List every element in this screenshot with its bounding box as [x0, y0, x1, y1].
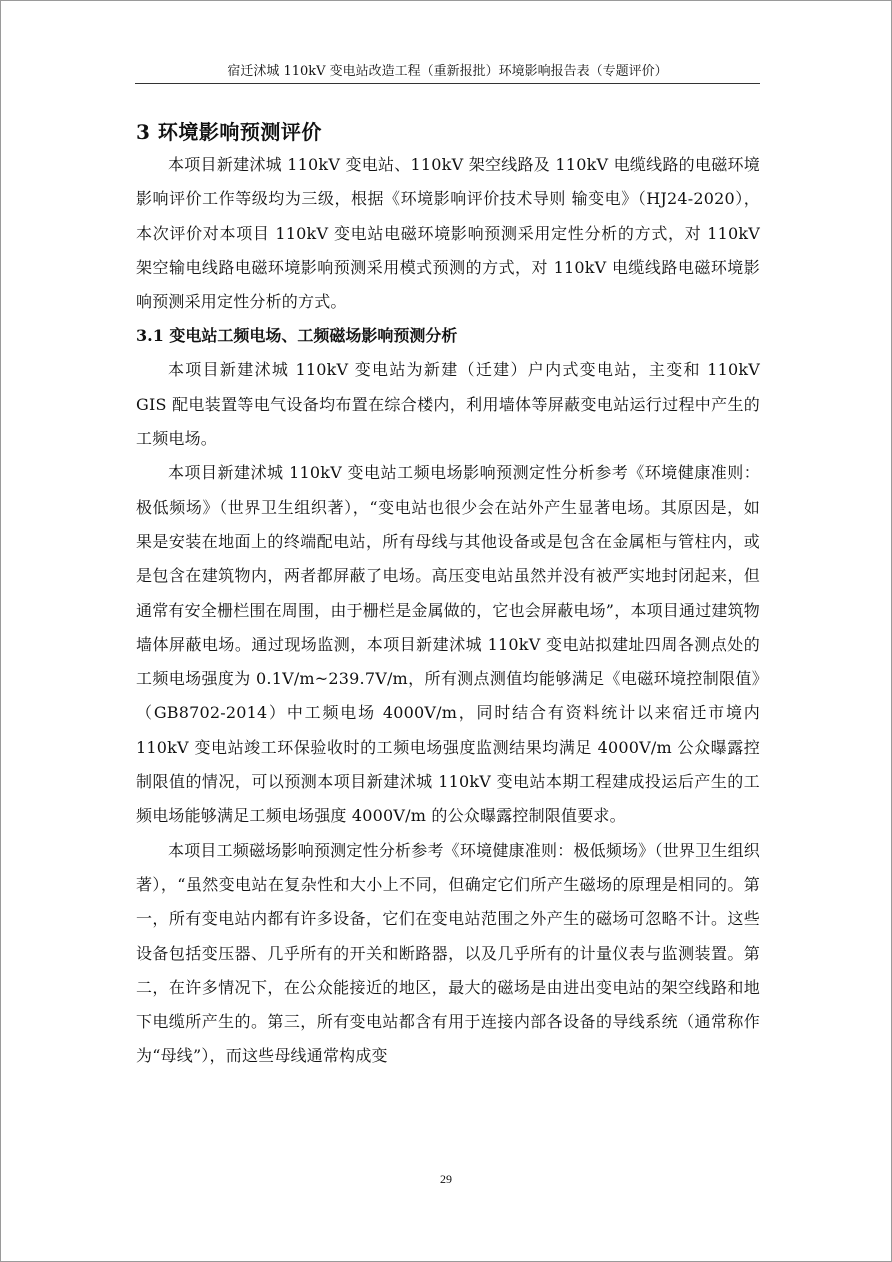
body-paragraph: 本项目新建沭城 110kV 变电站为新建（迁建）户内式变电站，主变和 110kV GIS 配电装置等电气设备均布置在综合楼内，利用墙体等屏蔽变电站运行过程中产生的工频电场。: [136, 360, 760, 449]
section-heading: 3 环境影响预测评价: [136, 120, 322, 144]
body-paragraph: 本项目新建沭城 110kV 变电站工频电场影响预测定性分析参考《环境健康准则：极低频场》（世界卫生组织著），“变电站也很少会在站外产生显著电场。其原因是，如果是安装在地面上的终端配电站，所有母线与其他设备或是包含在金属柜与管柱内，或是包含在建筑物内，两者都屏蔽了电场。高压变电站虽然并没有被严实地封闭起来，但通常有安全栅栏围在周围，由于栅栏是金属做的，它也会屏蔽电场”，本项目通过建筑物墙体屏蔽电场。通过现场监测，本项目新建沭城 110kV 变电站拟建址四周各测点处的工频电场强度为 0.1V/m~239.7V/m，所有测点测值均能够满足《电磁环境控制限值》（GB8702-2014）中工频电场 4000V/m，同时结合有资料统计以来宿迁市境内 110kV 变电站竣工环保验收时的工频电场强度监测结果均满足 4000V/m 公众曝露控制限值的情况，可以预测本项目新建沭城 110kV 变电站本期工程建成投运后产生的工频电场能够满足工频电场强度 4000V/m 的公众曝露控制限值要求。: [136, 463, 760, 826]
running-header: 宿迁沭城 110kV 变电站改造工程（重新报批）环境影响报告表（专题评价）: [135, 62, 760, 84]
page-number: 29: [440, 1172, 452, 1186]
page-body: [136, 116, 760, 1074]
subsection-heading: 3.1 变电站工频电场、工频磁场影响预测分析: [136, 326, 458, 346]
section-intro-paragraph: 本项目新建沭城 110kV 变电站、110kV 架空线路及 110kV 电缆线路的电磁环境影响评价工作等级均为三级，根据《环境影响评价技术导则 输变电》（HJ24-2020），本次评价对本项目 110kV 变电站电磁环境影响预测采用定性分析的方式，对 110kV 架空输电线路电磁环境影响预测采用模式预测的方式，对 110kV 电缆线路电磁环境影响预测采用定性分析的方式。: [136, 155, 760, 312]
body-paragraph: 本项目工频磁场影响预测定性分析参考《环境健康准则：极低频场》（世界卫生组织著），“虽然变电站在复杂性和大小上不同，但确定它们所产生磁场的原理是相同的。第一，所有变电站内都有许多设备，它们在变电站范围之外产生的磁场可忽略不计。这些设备包括变压器、几乎所有的开关和断路器，以及几乎所有的计量仪表与监测装置。第二，在许多情况下，在公众能接近的地区，最大的磁场是由进出变电站的架空线路和地下电缆所产生的。第三，所有变电站都含有用于连接内部各设备的导线系统（通常称作为“母线”），而这些母线通常构成变: [136, 840, 760, 1066]
